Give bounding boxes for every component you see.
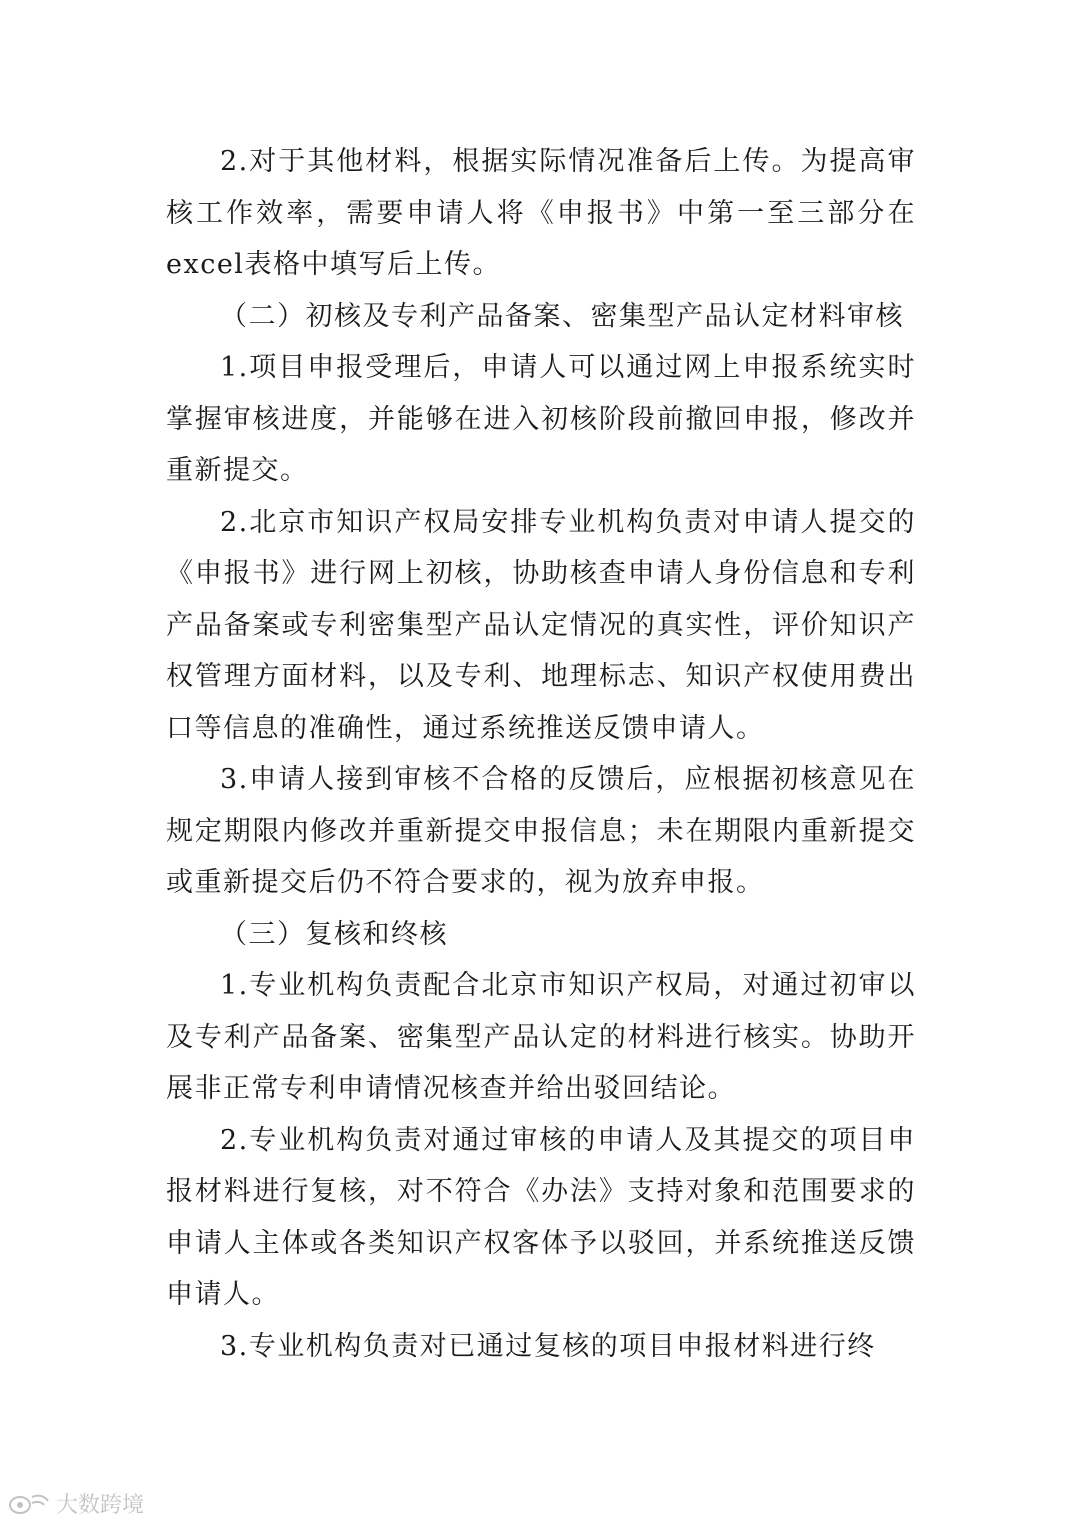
document-body — [166, 136, 916, 1372]
sina-eye-logo-icon — [8, 1491, 52, 1517]
watermark — [8, 1488, 144, 1519]
section-heading-recheck-final: （三）复核和终核 — [220, 918, 448, 950]
paragraph-online-initial-review: 2.北京市知识产权局安排专业机构负责对申请人提交的《申报书》进行网上初核，协助核查申请人身份信息和专利产品备案或专利密集型产品认定情况的真实性，评价知识产权管理方面材料，以及专利、地理标志、知识产权使用费出口等信息的准确性，通过系统推送反馈申请人。 — [166, 506, 916, 744]
paragraph-other-materials: 2.对于其他材料，根据实际情况准备后上传。为提高审核工作效率，需要申请人将《申报书》中第一至三部分在excel表格中填写后上传。 — [166, 146, 916, 280]
paragraph-verification: 1.专业机构负责配合北京市知识产权局，对通过初审以及专利产品备案、密集型产品认定的材料进行核实。协助开展非正常专利申请情况核查并给出驳回结论。 — [166, 970, 916, 1104]
watermark-text: 大数跨境 — [56, 1493, 145, 1518]
paragraph-review-progress: 1.项目申报受理后，申请人可以通过网上申报系统实时掌握审核进度，并能够在进入初核阶段前撤回申报，修改并重新提交。 — [166, 352, 916, 486]
section-heading-initial-review: （二）初核及专利产品备案、密集型产品认定材料审核 — [220, 300, 904, 332]
paragraph-final-check: 3.专业机构负责对已通过复核的项目申报材料进行终 — [220, 1330, 876, 1362]
paragraph-recheck: 2.专业机构负责对通过审核的申请人及其提交的项目申报材料进行复核，对不符合《办法》支持对象和范围要求的申请人主体或各类知识产权客体予以驳回，并系统推送反馈申请人。 — [166, 1124, 916, 1310]
paragraph-failed-review-feedback: 3.申请人接到审核不合格的反馈后，应根据初核意见在规定期限内修改并重新提交申报信息；未在期限内重新提交或重新提交后仍不符合要求的，视为放弃申报。 — [166, 764, 916, 898]
